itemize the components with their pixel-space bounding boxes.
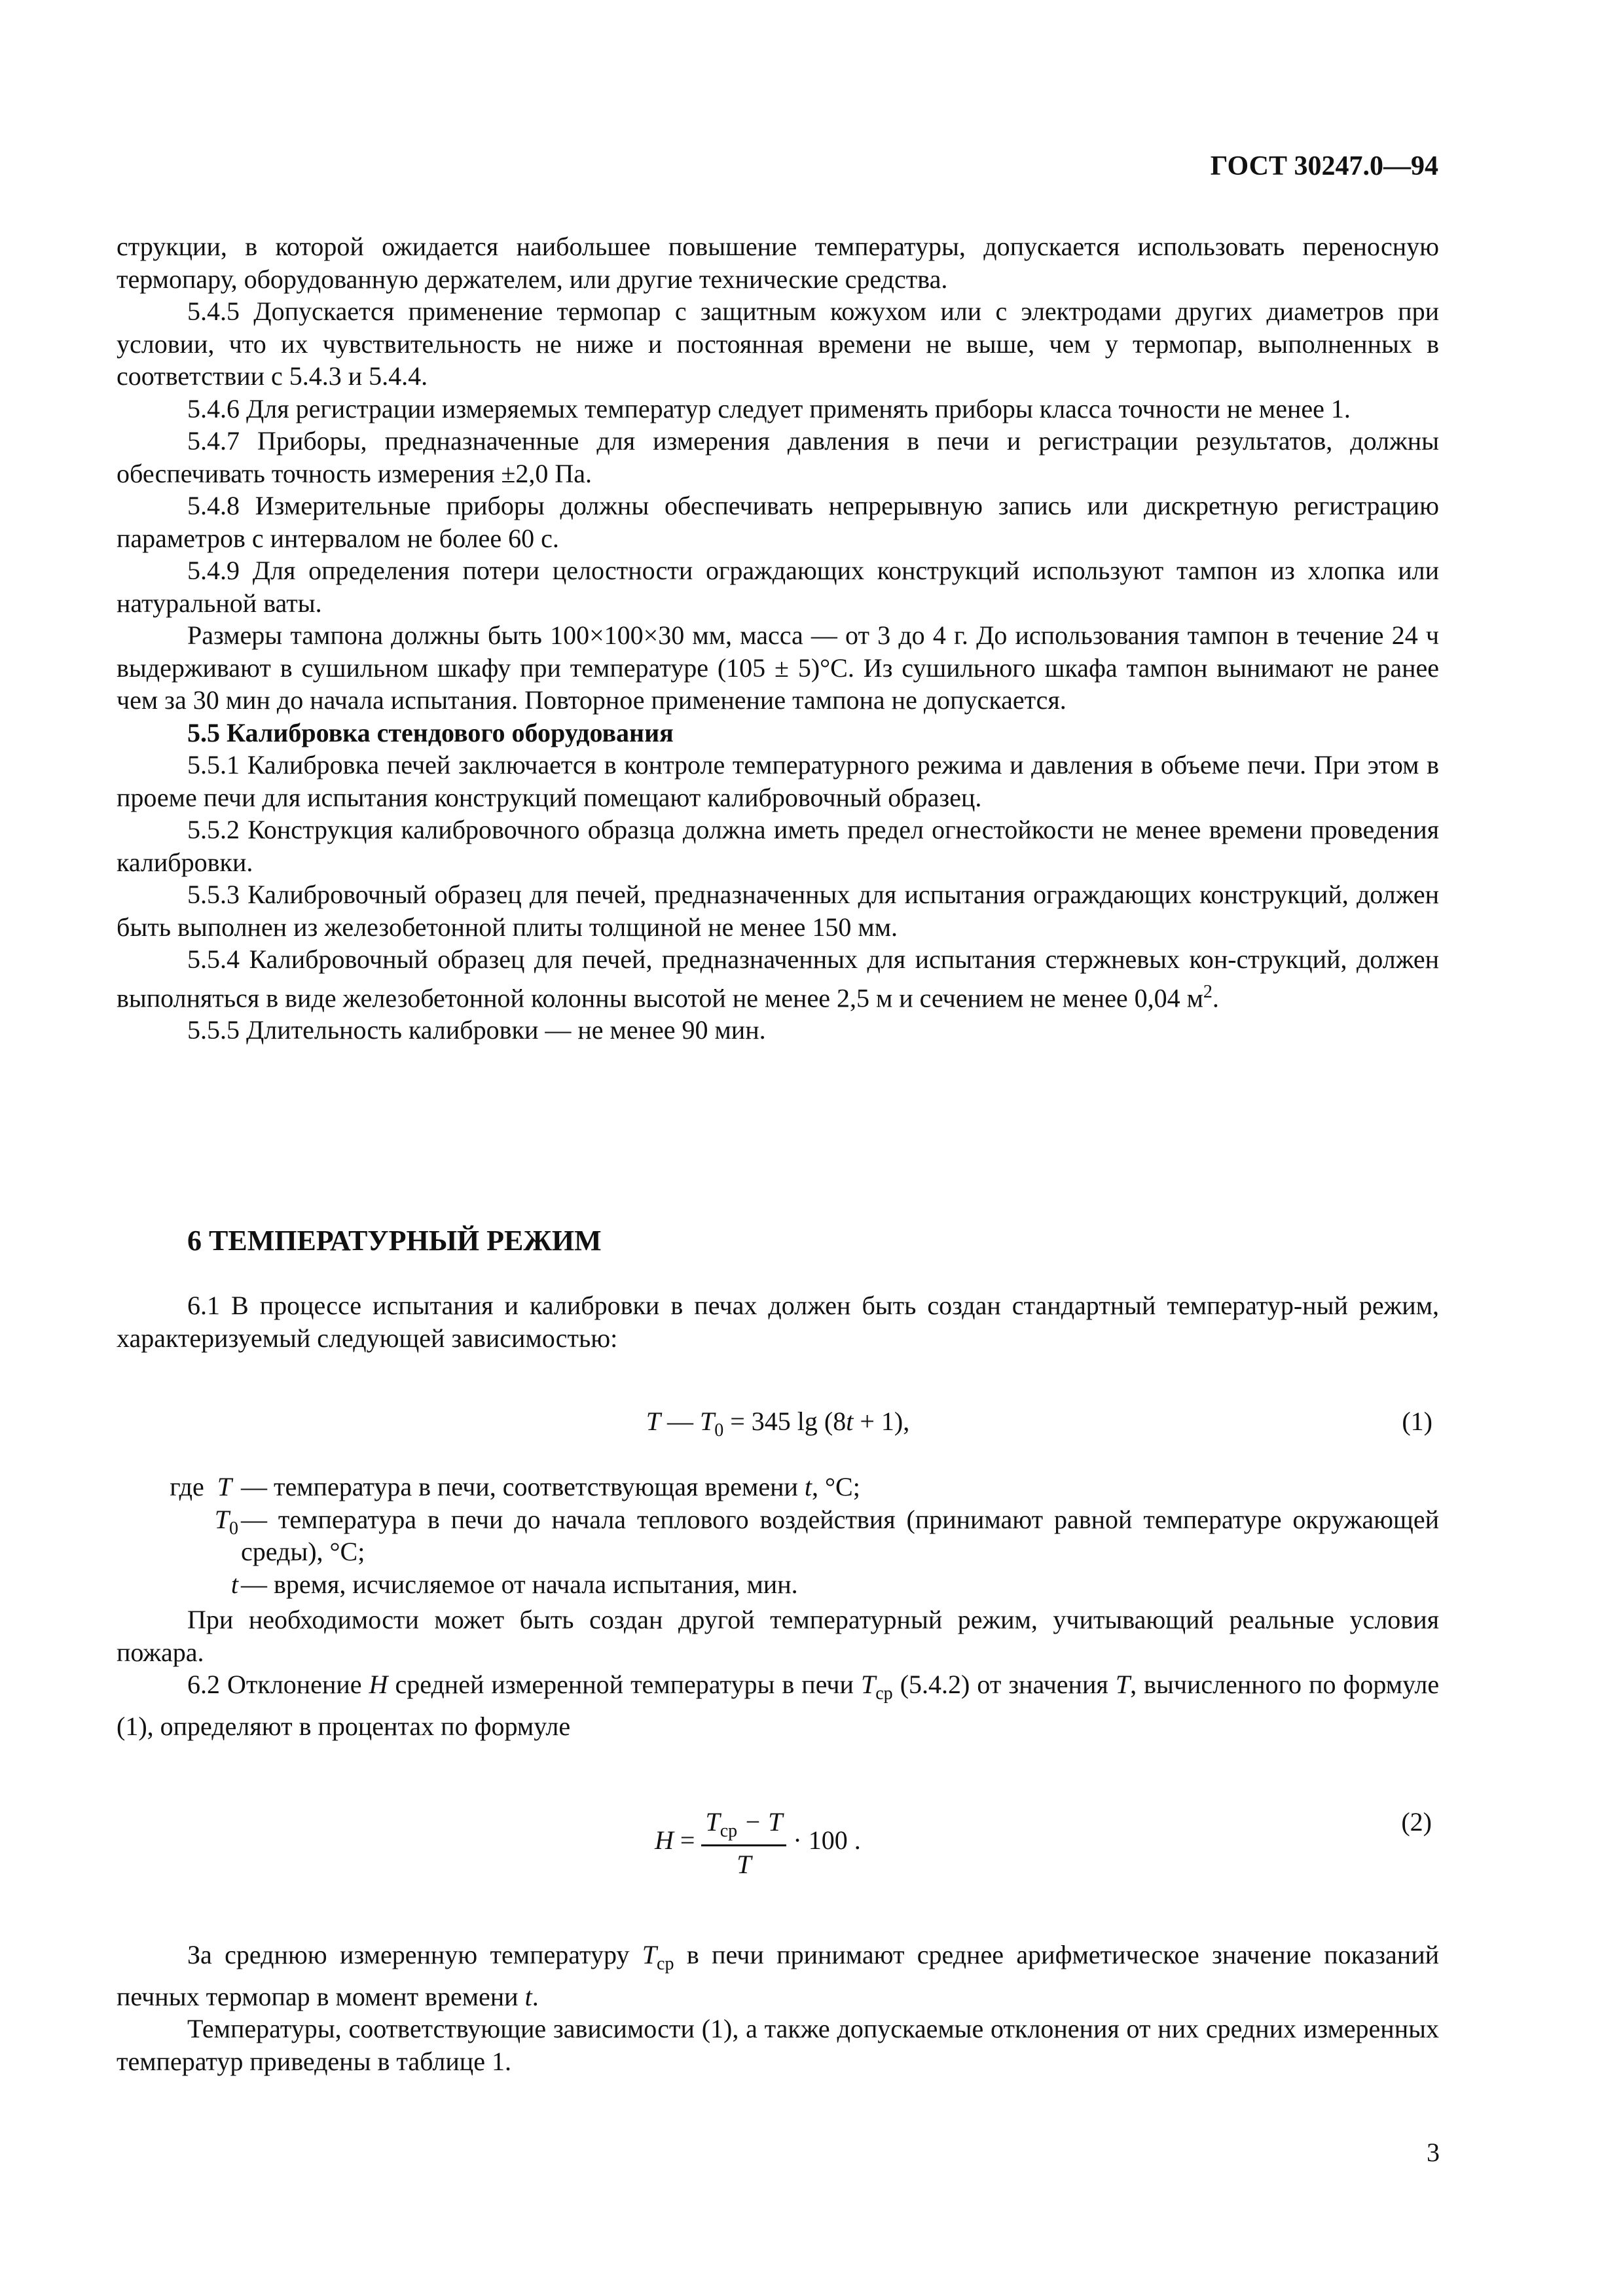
formula-1-rhs-a: = 345 lg (8 [723, 1407, 847, 1436]
where-sym-t [117, 1568, 241, 1601]
where-label: где [170, 1472, 204, 1501]
paragraph-5-5-5: 5.5.5 Длительность калибровки — не менее 90 мин. [187, 1015, 766, 1045]
p-6-2-T2: T [1115, 1670, 1131, 1699]
p-6-2-T: T [860, 1670, 876, 1699]
body-text-bottom [117, 1939, 1439, 2077]
where-t-symbol: t [230, 1569, 238, 1599]
where-T0-text: — температура в печи до начала теплового воздействия (принимают равной температуре окружающей среды), °С; [241, 1504, 1439, 1566]
formula-2-num-sub: ср [720, 1821, 738, 1841]
formula-2-den-T: T [737, 1850, 752, 1879]
p-6-2-sub: ср [875, 1683, 893, 1704]
formula-1-rhs-b: + 1), [853, 1407, 910, 1436]
formula-2-number: (2) [1401, 1807, 1432, 1837]
p-6-2-H: H [369, 1670, 388, 1699]
section-heading-6: 6 ТЕМПЕРАТУРНЫЙ РЕЖИМ [187, 1225, 602, 1257]
where-T0-symbol: T [214, 1504, 229, 1534]
where-T-text: — температура в печи, соответствующая времени [241, 1472, 798, 1501]
paragraph-5-5-4-text: 5.5.4 Калибровочный образец для печей, предназначенных для испытания стержневых кон-струкций, должен выполняться в виде железобетонной колонны высотой не менее 2,5 м и сечением не менее 0,04 м [117, 944, 1439, 1013]
where-T-var: t [804, 1472, 812, 1501]
document-id: ГОСТ 30247.0—94 [1210, 151, 1438, 181]
p-6-2-c: (5.4.2) от значения [900, 1670, 1108, 1699]
m2-superscript: 2 [1203, 981, 1213, 1002]
formula-1-row [117, 1406, 1439, 1439]
body-text-top [117, 230, 1439, 1047]
where-sym-T [117, 1471, 241, 1503]
p-avg-c: . [532, 1981, 539, 2011]
where-item-t [117, 1568, 1439, 1601]
formula-2-fraction [701, 1806, 786, 1880]
subsection-title-5-5: 5.5 Калибровка стендового оборудования [187, 717, 674, 747]
page-number: 3 [1427, 2138, 1440, 2167]
formula-2 [655, 1806, 917, 1885]
formula-1-T0-sub: 0 [714, 1420, 724, 1441]
paragraph-5-4-7: 5.4.7 Приборы, предназначенные для измерения давления в печи и регистрации результатов, должны обеспечивать точность измерения ±2,0 Па. [117, 426, 1439, 488]
formula-1-T0: T [699, 1407, 715, 1436]
body-text-6-2 [117, 1604, 1439, 1742]
paragraph-other-regime: При необходимости может быть создан другой температурный режим, учитывающий реальные условия пожара. [117, 1605, 1439, 1667]
where-item-T [117, 1471, 1439, 1503]
paragraph-5-5-2: 5.5.2 Конструкция калибровочного образца должна иметь предел огнестойкости не менее времени проведения калибровки. [117, 815, 1439, 877]
formula-2-H: H [655, 1825, 674, 1856]
formula-1-t: t [846, 1407, 854, 1436]
p-6-2-a: 6.2 Отклонение [187, 1670, 362, 1699]
paragraph-average-temp [117, 1939, 1439, 2013]
where-T-symbol: T [217, 1472, 232, 1501]
where-t-text: — время, исчисляемое от начала испытания, мин. [241, 1569, 798, 1599]
paragraph-5-4-5: 5.4.5 Допускается применение термопар с защитным кожухом или с электродами других диаметров при условии, что их чувствительность не ниже и постоянная времени не выше, чем у термопар, выполненных в соответствии с 5.4.3 и 5.4.4. [117, 296, 1439, 391]
paragraph-table-ref: Температуры, соответствующие зависимости (1), а также допускаемые отклонения от них средних измеренных температур приведены в таблице 1. [117, 2014, 1439, 2076]
paragraph-continuation: струкции, в которой ожидается наибольшее повышение температуры, допускается использовать переносную термопару, оборудованную держателем, или другие технические средства. [117, 232, 1439, 294]
where-sym-T0 [117, 1503, 241, 1545]
paragraph-5-5-4 [117, 943, 1439, 1014]
where-T-after: , °С; [812, 1472, 860, 1501]
p-avg-sub: ср [657, 1954, 674, 1974]
p-6-2-b: средней измеренной температуры в печи [395, 1670, 854, 1699]
p-avg-T: T [642, 1940, 657, 1969]
where-T0-sub: 0 [229, 1518, 238, 1539]
paragraph-6-1: 6.1 В процессе испытания и калибровки в печах должен быть создан стандартный температур-ный режим, характеризуемый следующей зависимостью: [117, 1291, 1439, 1353]
paragraph-5-5-3: 5.5.3 Калибровочный образец для печей, предназначенных для испытания ограждающих конструкций, должен быть выполнен из железобетонной плиты толщиной не менее 150 мм. [117, 880, 1439, 942]
paragraph-5-4-9: 5.4.9 Для определения потери целостности ограждающих конструкций используют тампон из хлопка или натуральной ваты. [117, 556, 1439, 618]
where-list [117, 1471, 1439, 1600]
p-avg-t: t [524, 1981, 532, 2011]
p-6-2-d: , вычисленного по формуле (1), определяют в процентах по формуле [117, 1670, 1440, 1741]
formula-2-num-T: T [705, 1807, 720, 1837]
formula-1 [117, 1406, 1439, 1441]
p-avg-b: в печи принимают среднее арифметическое значение показаний печных термопар в момент времени [117, 1940, 1440, 2011]
formula-2-denominator [701, 1846, 786, 1880]
paragraph-5-5-1: 5.5.1 Калибровка печей заключается в контроле температурного режима и давления в объеме печи. При этом в проеме печи для испытания конструкций помещают калибровочный образец. [117, 750, 1439, 812]
m2-period: . [1212, 982, 1219, 1013]
formula-2-eq: = [680, 1825, 695, 1856]
formula-2-num-rest: − T [737, 1807, 783, 1837]
formula-1-dash: — [660, 1407, 700, 1436]
paragraph-5-4-8: 5.4.8 Измерительные приборы должны обеспечивать непрерывную запись или дискретную регистрацию параметров с интервалом не более 60 с. [117, 491, 1439, 553]
paragraph-6-1-block [117, 1289, 1439, 1354]
formula-1-number: (1) [1402, 1407, 1432, 1436]
formula-2-numerator [701, 1806, 786, 1846]
formula-1-T: T [646, 1407, 661, 1436]
paragraph-6-2 [117, 1668, 1439, 1742]
formula-2-mult: · 100 . [793, 1825, 861, 1856]
paragraph-tampon-size: Размеры тампона должны быть 100×100×30 мм, масса — от 3 до 4 г. До использования тампон в течение 24 ч выдерживают в сушильном шкафу при температуре (105 ± 5)°С. Из сушильного шкафа тампон вынимают не ранее чем за 30 мин до начала испытания. Повторное применение тампона не допускается. [117, 620, 1439, 715]
paragraph-5-4-6: 5.4.6 Для регистрации измеряемых температур следует применять приборы класса точности не менее 1. [187, 393, 1351, 423]
p-avg-a: За среднюю измеренную температуру [187, 1940, 630, 1969]
where-item-T0 [117, 1503, 1439, 1568]
